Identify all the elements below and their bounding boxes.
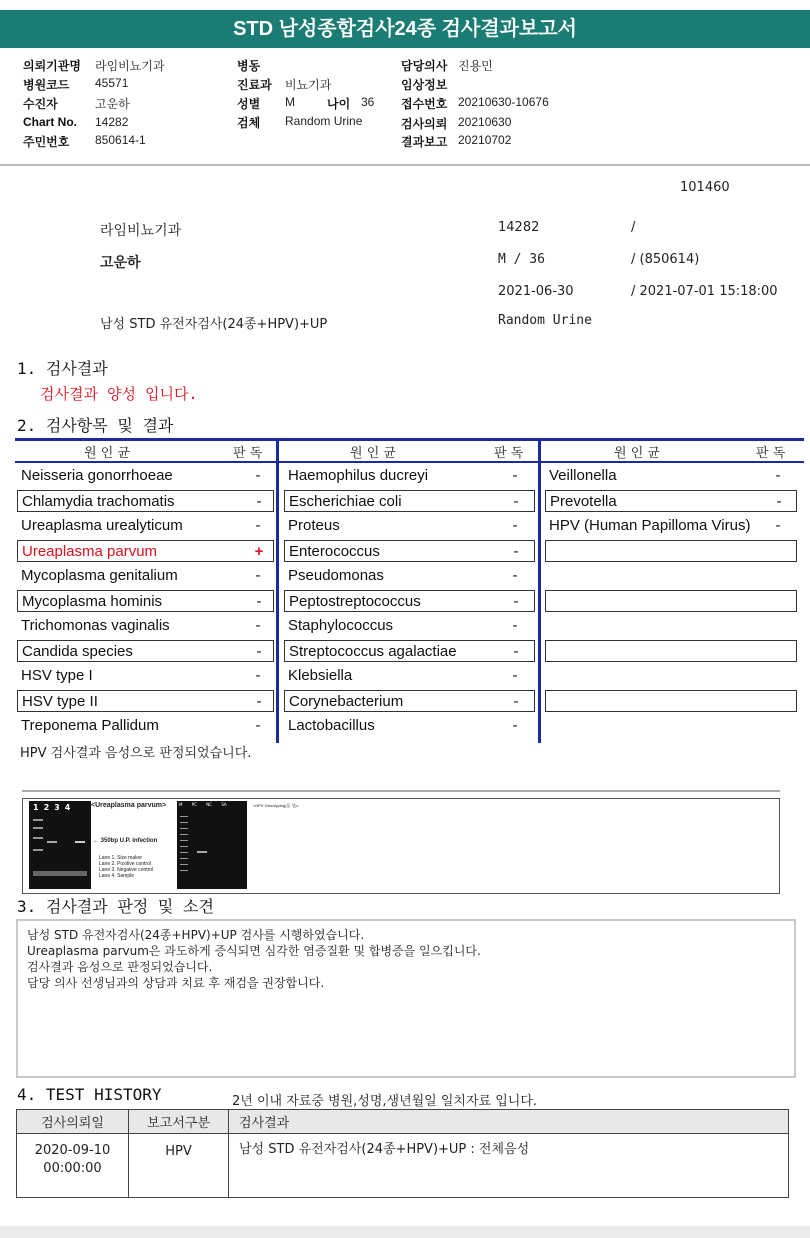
value-department: 비뇨기과 bbox=[285, 78, 332, 92]
organism-name: Klebsiella bbox=[288, 667, 353, 684]
gel-image-2 bbox=[177, 801, 247, 889]
meta-receipt-date: 2021-06-30 bbox=[498, 284, 574, 299]
meta-specimen: Random Urine bbox=[498, 313, 592, 328]
gel1-band bbox=[33, 849, 43, 851]
result-row bbox=[284, 715, 535, 737]
opinion-line: 남성 STD 유전자검사(24종+HPV)+UP 검사를 시행하였습니다. bbox=[27, 928, 365, 942]
history-date-cell bbox=[17, 1134, 129, 1198]
result-row bbox=[284, 490, 535, 512]
gel1-title: <Ureaplasma parvum> bbox=[91, 802, 167, 809]
table-header-line bbox=[15, 461, 804, 463]
opinion-text bbox=[27, 927, 481, 991]
report-title: STD 남성종합검사24종 검사결과보고서 bbox=[0, 10, 810, 48]
result-row bbox=[284, 540, 535, 562]
organism-result: - bbox=[256, 493, 262, 510]
organism-name: Candida species bbox=[22, 643, 133, 660]
result-row bbox=[17, 690, 274, 712]
history-time: 00:00:00 bbox=[43, 1161, 102, 1176]
history-table bbox=[16, 1109, 789, 1198]
organism-name: Streptococcus agalactiae bbox=[289, 643, 457, 660]
opinion-line: 검사결과 음성으로 판정되었습니다. bbox=[27, 960, 213, 974]
result-row bbox=[545, 565, 797, 587]
organism-name: Proteus bbox=[288, 517, 340, 534]
result-row bbox=[545, 690, 797, 712]
result-row bbox=[17, 615, 274, 637]
organism-name: HPV (Human Papilloma Virus) bbox=[549, 517, 751, 534]
organism-result: - bbox=[255, 517, 261, 534]
result-row bbox=[545, 465, 797, 487]
label-clinical-info: 임상정보 bbox=[401, 78, 448, 92]
value-doctor: 진용민 bbox=[458, 59, 493, 73]
gel2-ladder bbox=[180, 811, 188, 871]
col2-header-result: 판 독 bbox=[494, 446, 524, 461]
organism-name: Treponema Pallidum bbox=[21, 717, 159, 734]
label-resident-no: 주민번호 bbox=[23, 135, 70, 149]
value-chart-no: 14282 bbox=[95, 115, 129, 129]
value-patient: 고운하 bbox=[95, 97, 130, 111]
value-specimen: Random Urine bbox=[285, 114, 363, 128]
result-row bbox=[545, 540, 797, 562]
gel-image-1 bbox=[29, 801, 91, 889]
organism-name: HSV type II bbox=[22, 693, 98, 710]
label-specimen: 검체 bbox=[237, 116, 261, 130]
result-row bbox=[545, 615, 797, 637]
gel-image-frame bbox=[22, 798, 780, 894]
col3-header-name: 원 인 균 bbox=[614, 446, 660, 461]
gel1-band-label: ← 350bp U.P. infection bbox=[93, 838, 158, 844]
organism-name: Neisseria gonorrhoeae bbox=[21, 467, 173, 484]
meta-sex-age: M / 36 bbox=[498, 252, 545, 267]
history-note: 2년 이내 자료중 병원,성명,생년월일 일치자료 입니다. bbox=[232, 1094, 538, 1109]
organism-result: - bbox=[512, 467, 518, 484]
value-age: 36 bbox=[361, 95, 375, 109]
gel-top-rule bbox=[22, 790, 780, 792]
hpv-note: HPV 검사결과 음성으로 판정되었습니다. bbox=[20, 746, 252, 761]
table-col-divider-2 bbox=[538, 438, 541, 743]
organism-name: Mycoplasma genitalium bbox=[21, 567, 178, 584]
organism-result: - bbox=[255, 717, 261, 734]
opinion-line: Ureaplasma parvum은 과도하게 증식되면 심각한 염증질환 및 합병증을 일으킵니다. bbox=[27, 944, 481, 958]
organism-name: Trichomonas vaginalis bbox=[21, 617, 170, 634]
gel1-legend: Lane 1. Size maker Lane 2. Positive control Lane 3. Negative control Lane 4. Sample bbox=[99, 855, 154, 879]
result-row bbox=[284, 565, 535, 587]
organism-result: - bbox=[512, 717, 518, 734]
organism-name: Chlamydia trachomatis bbox=[22, 493, 175, 510]
value-report-date: 20210702 bbox=[458, 133, 512, 147]
section2-title: 2. 검사항목 및 결과 bbox=[17, 416, 174, 435]
organism-result: - bbox=[513, 593, 519, 610]
label-receipt-no: 접수번호 bbox=[401, 97, 448, 111]
history-date: 2020-09-10 bbox=[34, 1143, 111, 1158]
opinion-line: 담당 의사 선생님과의 상담과 치료 후 재검을 권장합니다. bbox=[27, 976, 325, 990]
organism-result: - bbox=[775, 517, 781, 534]
organism-result: - bbox=[255, 467, 261, 484]
organism-name: Enterococcus bbox=[289, 543, 380, 560]
history-header-type: 보고서구분 bbox=[129, 1110, 229, 1134]
label-age: 나이 bbox=[327, 97, 351, 111]
gel2-lane-labels: M PC NC SA bbox=[179, 802, 227, 807]
organism-result: + bbox=[254, 543, 264, 560]
meta-patient-name: 고운하 bbox=[100, 255, 141, 271]
gel2-band bbox=[197, 851, 207, 853]
result-row bbox=[545, 665, 797, 687]
gel1-band bbox=[33, 837, 43, 839]
gel1-primer-band bbox=[33, 871, 87, 876]
result-row bbox=[284, 640, 535, 662]
page-bottom-band bbox=[0, 1226, 810, 1238]
result-row bbox=[17, 565, 274, 587]
value-hospital-code: 45571 bbox=[95, 76, 129, 90]
result-row bbox=[284, 590, 535, 612]
result-row bbox=[284, 465, 535, 487]
organism-result: - bbox=[513, 693, 519, 710]
organism-result: - bbox=[775, 467, 781, 484]
result-row bbox=[17, 490, 274, 512]
history-result: 남성 STD 유전자검사(24종+HPV)+UP : 전체음성 bbox=[229, 1134, 789, 1198]
result-row bbox=[545, 490, 797, 512]
history-header-row bbox=[17, 1110, 789, 1134]
organism-name: Peptostreptococcus bbox=[289, 593, 421, 610]
label-request-date: 검사의뢰 bbox=[401, 117, 448, 131]
section1-title: 1. 검사결과 bbox=[17, 359, 108, 378]
meta-hospital: 라임비뇨기과 bbox=[100, 223, 182, 239]
organism-result: - bbox=[513, 543, 519, 560]
table-col-divider-1 bbox=[276, 438, 279, 743]
organism-name: Veillonella bbox=[549, 467, 617, 484]
label-hospital-code: 병원코드 bbox=[23, 78, 70, 92]
organism-result: - bbox=[513, 493, 519, 510]
organism-result: - bbox=[512, 567, 518, 584]
value-request-date: 20210630 bbox=[458, 115, 512, 129]
meta-test-name: 남성 STD 유전자검사(24종+HPV)+UP bbox=[100, 317, 328, 332]
value-resident-no: 850614-1 bbox=[95, 133, 146, 147]
label-patient: 수진자 bbox=[23, 97, 58, 111]
meta-report-datetime: / 2021-07-01 15:18:00 bbox=[631, 284, 778, 299]
result-row bbox=[17, 590, 274, 612]
meta-code: 101460 bbox=[680, 180, 730, 195]
history-row[interactable] bbox=[17, 1134, 789, 1198]
gel1-band-sample bbox=[75, 841, 85, 843]
organism-name: Pseudomonas bbox=[288, 567, 384, 584]
value-receipt-no: 20210630-10676 bbox=[458, 95, 549, 109]
organism-name: Haemophilus ducreyi bbox=[288, 467, 429, 484]
result-row bbox=[545, 515, 797, 537]
result-row bbox=[17, 465, 274, 487]
section3-title: 3. 검사결과 판정 및 소견 bbox=[17, 897, 214, 916]
result-row bbox=[545, 640, 797, 662]
history-header-date: 검사의뢰일 bbox=[17, 1110, 129, 1134]
label-department: 진료과 bbox=[237, 78, 272, 92]
organism-result: - bbox=[512, 667, 518, 684]
section1-result: 검사결과 양성 입니다. bbox=[40, 385, 198, 403]
organism-result: - bbox=[512, 517, 518, 534]
result-row bbox=[545, 590, 797, 612]
organism-name: Corynebacterium bbox=[289, 693, 404, 710]
organism-name: Escherichiae coli bbox=[289, 493, 402, 510]
value-ordering-institution: 라임비뇨기과 bbox=[95, 59, 165, 73]
organism-result: - bbox=[256, 593, 262, 610]
organism-name: Ureaplasma urealyticum bbox=[21, 517, 183, 534]
section4-title: 4. TEST HISTORY bbox=[17, 1085, 162, 1104]
result-row bbox=[284, 515, 535, 537]
organism-result: - bbox=[255, 667, 261, 684]
value-sex: M bbox=[285, 95, 295, 109]
col1-header-name: 원 인 균 bbox=[84, 446, 130, 461]
meta-slash: / bbox=[631, 220, 636, 235]
result-row bbox=[17, 515, 274, 537]
label-chart-no: Chart No. bbox=[23, 115, 77, 129]
result-row bbox=[17, 540, 274, 562]
organism-result: - bbox=[776, 493, 782, 510]
header-divider bbox=[0, 164, 810, 166]
gel1-lane-labels: 1234 bbox=[33, 803, 76, 812]
result-row bbox=[17, 715, 274, 737]
history-header-result: 검사결과 bbox=[229, 1110, 789, 1134]
label-doctor: 담당의사 bbox=[401, 59, 448, 73]
organism-result: - bbox=[256, 643, 262, 660]
table-top-line bbox=[15, 438, 804, 441]
organism-name: Staphylococcus bbox=[288, 617, 394, 634]
result-row bbox=[17, 665, 274, 687]
label-sex: 성별 bbox=[237, 97, 261, 111]
result-row bbox=[284, 665, 535, 687]
organism-result: - bbox=[512, 617, 518, 634]
col3-header-result: 판 독 bbox=[756, 446, 786, 461]
history-type: HPV bbox=[129, 1134, 229, 1198]
organism-result: - bbox=[256, 693, 262, 710]
organism-name: HSV type I bbox=[21, 667, 93, 684]
organism-result: - bbox=[255, 567, 261, 584]
label-ward: 병동 bbox=[237, 59, 261, 73]
organism-name: Ureaplasma parvum bbox=[22, 543, 158, 560]
organism-result: - bbox=[513, 643, 519, 660]
meta-chart-no: 14282 bbox=[498, 220, 540, 235]
meta-birth: / (850614) bbox=[631, 252, 700, 267]
organism-result: - bbox=[255, 617, 261, 634]
result-row bbox=[284, 690, 535, 712]
gel1-band bbox=[47, 841, 57, 843]
gel1-band bbox=[33, 819, 43, 821]
result-row bbox=[284, 615, 535, 637]
col2-header-name: 원 인 균 bbox=[350, 446, 396, 461]
opinion-box bbox=[16, 919, 796, 1078]
col1-header-result: 판 독 bbox=[233, 446, 263, 461]
organism-name: Lactobacillus bbox=[288, 717, 375, 734]
gel1-band bbox=[33, 827, 43, 829]
result-row bbox=[17, 640, 274, 662]
organism-name: Mycoplasma hominis bbox=[22, 593, 163, 610]
label-report-date: 결과보고 bbox=[401, 135, 448, 149]
organism-name: Prevotella bbox=[550, 493, 617, 510]
gel2-title: <HPV Genotyping(음 성)> bbox=[253, 803, 299, 808]
label-ordering-institution: 의뢰기관명 bbox=[23, 59, 81, 73]
